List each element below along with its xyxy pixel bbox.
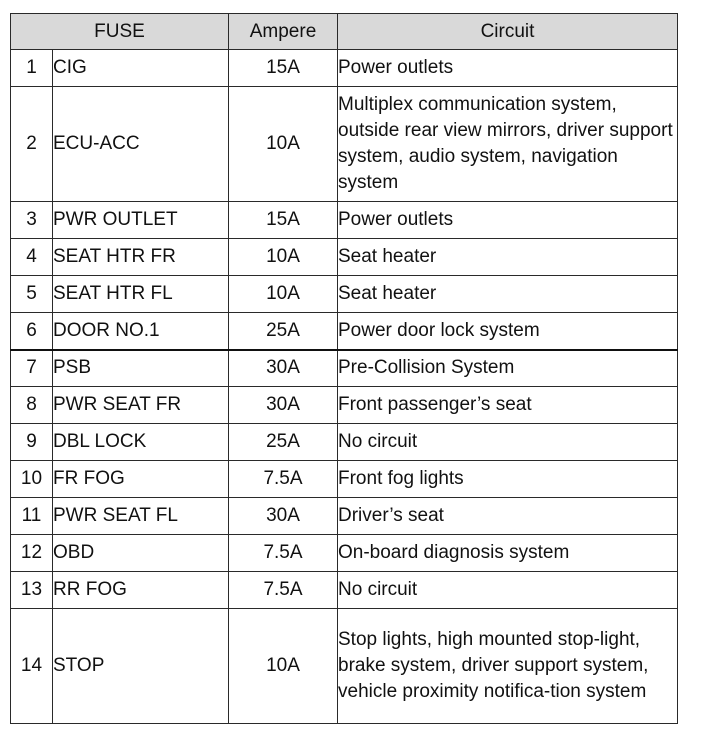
fuse-circuit: Front fog lights xyxy=(338,461,678,498)
table-row xyxy=(11,202,678,239)
fuse-ampere: 7.5A xyxy=(229,535,338,572)
table-row xyxy=(11,609,678,724)
fuse-ampere: 10A xyxy=(229,87,338,202)
table-header-row xyxy=(11,14,678,50)
table-row xyxy=(11,50,678,87)
fuse-number: 6 xyxy=(11,313,53,350)
fuse-circuit: On-board diagnosis system xyxy=(338,535,678,572)
table-row xyxy=(11,424,678,461)
fuse-number: 12 xyxy=(11,535,53,572)
fuse-name: PWR SEAT FL xyxy=(53,498,229,535)
fuse-number: 9 xyxy=(11,424,53,461)
fuse-circuit: Multiplex communication system, outside rear view mirrors, driver support system, audio system, navigation system xyxy=(338,87,678,202)
table-row xyxy=(11,461,678,498)
fuse-circuit: Pre-Collision System xyxy=(338,350,678,387)
table-row xyxy=(11,313,678,350)
fuse-name: RR FOG xyxy=(53,572,229,609)
fuse-name: PWR SEAT FR xyxy=(53,387,229,424)
table-row xyxy=(11,350,678,387)
fuse-number: 7 xyxy=(11,350,53,387)
table-row xyxy=(11,239,678,276)
fuse-ampere: 30A xyxy=(229,350,338,387)
fuse-ampere: 7.5A xyxy=(229,572,338,609)
header-fuse: FUSE xyxy=(11,14,229,50)
table-row xyxy=(11,572,678,609)
fuse-number: 4 xyxy=(11,239,53,276)
header-circuit: Circuit xyxy=(338,14,678,50)
fuse-circuit: No circuit xyxy=(338,572,678,609)
fuse-ampere: 10A xyxy=(229,276,338,313)
fuse-number: 13 xyxy=(11,572,53,609)
fuse-circuit: Seat heater xyxy=(338,276,678,313)
fuse-number: 8 xyxy=(11,387,53,424)
fuse-ampere: 30A xyxy=(229,498,338,535)
fuse-number: 2 xyxy=(11,87,53,202)
fuse-ampere: 10A xyxy=(229,609,338,724)
table-row xyxy=(11,387,678,424)
fuse-name: DOOR NO.1 xyxy=(53,313,229,350)
fuse-circuit: Power door lock system xyxy=(338,313,678,350)
fuse-number: 3 xyxy=(11,202,53,239)
fuse-circuit: Seat heater xyxy=(338,239,678,276)
table-row xyxy=(11,276,678,313)
table-row xyxy=(11,498,678,535)
fuse-ampere: 10A xyxy=(229,239,338,276)
fuse-number: 11 xyxy=(11,498,53,535)
table-row xyxy=(11,535,678,572)
fuse-ampere: 7.5A xyxy=(229,461,338,498)
fuse-name: SEAT HTR FR xyxy=(53,239,229,276)
fuse-name: SEAT HTR FL xyxy=(53,276,229,313)
fuse-ampere: 30A xyxy=(229,387,338,424)
fuse-number: 10 xyxy=(11,461,53,498)
fuse-ampere: 25A xyxy=(229,313,338,350)
fuse-circuit: Power outlets xyxy=(338,202,678,239)
fuse-name: CIG xyxy=(53,50,229,87)
fuse-table xyxy=(10,13,678,724)
fuse-name: ECU-ACC xyxy=(53,87,229,202)
fuse-number: 1 xyxy=(11,50,53,87)
fuse-name: PWR OUTLET xyxy=(53,202,229,239)
fuse-ampere: 25A xyxy=(229,424,338,461)
fuse-name: DBL LOCK xyxy=(53,424,229,461)
fuse-name: PSB xyxy=(53,350,229,387)
fuse-name: FR FOG xyxy=(53,461,229,498)
fuse-circuit: No circuit xyxy=(338,424,678,461)
fuse-ampere: 15A xyxy=(229,50,338,87)
fuse-circuit: Power outlets xyxy=(338,50,678,87)
fuse-circuit: Driver’s seat xyxy=(338,498,678,535)
fuse-number: 5 xyxy=(11,276,53,313)
fuse-name: STOP xyxy=(53,609,229,724)
table-row xyxy=(11,87,678,202)
header-ampere: Ampere xyxy=(229,14,338,50)
fuse-ampere: 15A xyxy=(229,202,338,239)
fuse-name: OBD xyxy=(53,535,229,572)
fuse-circuit: Stop lights, high mounted stop-light, brake system, driver support system, vehicle proximity notifica-tion system xyxy=(338,609,678,724)
fuse-circuit: Front passenger’s seat xyxy=(338,387,678,424)
fuse-number: 14 xyxy=(11,609,53,724)
